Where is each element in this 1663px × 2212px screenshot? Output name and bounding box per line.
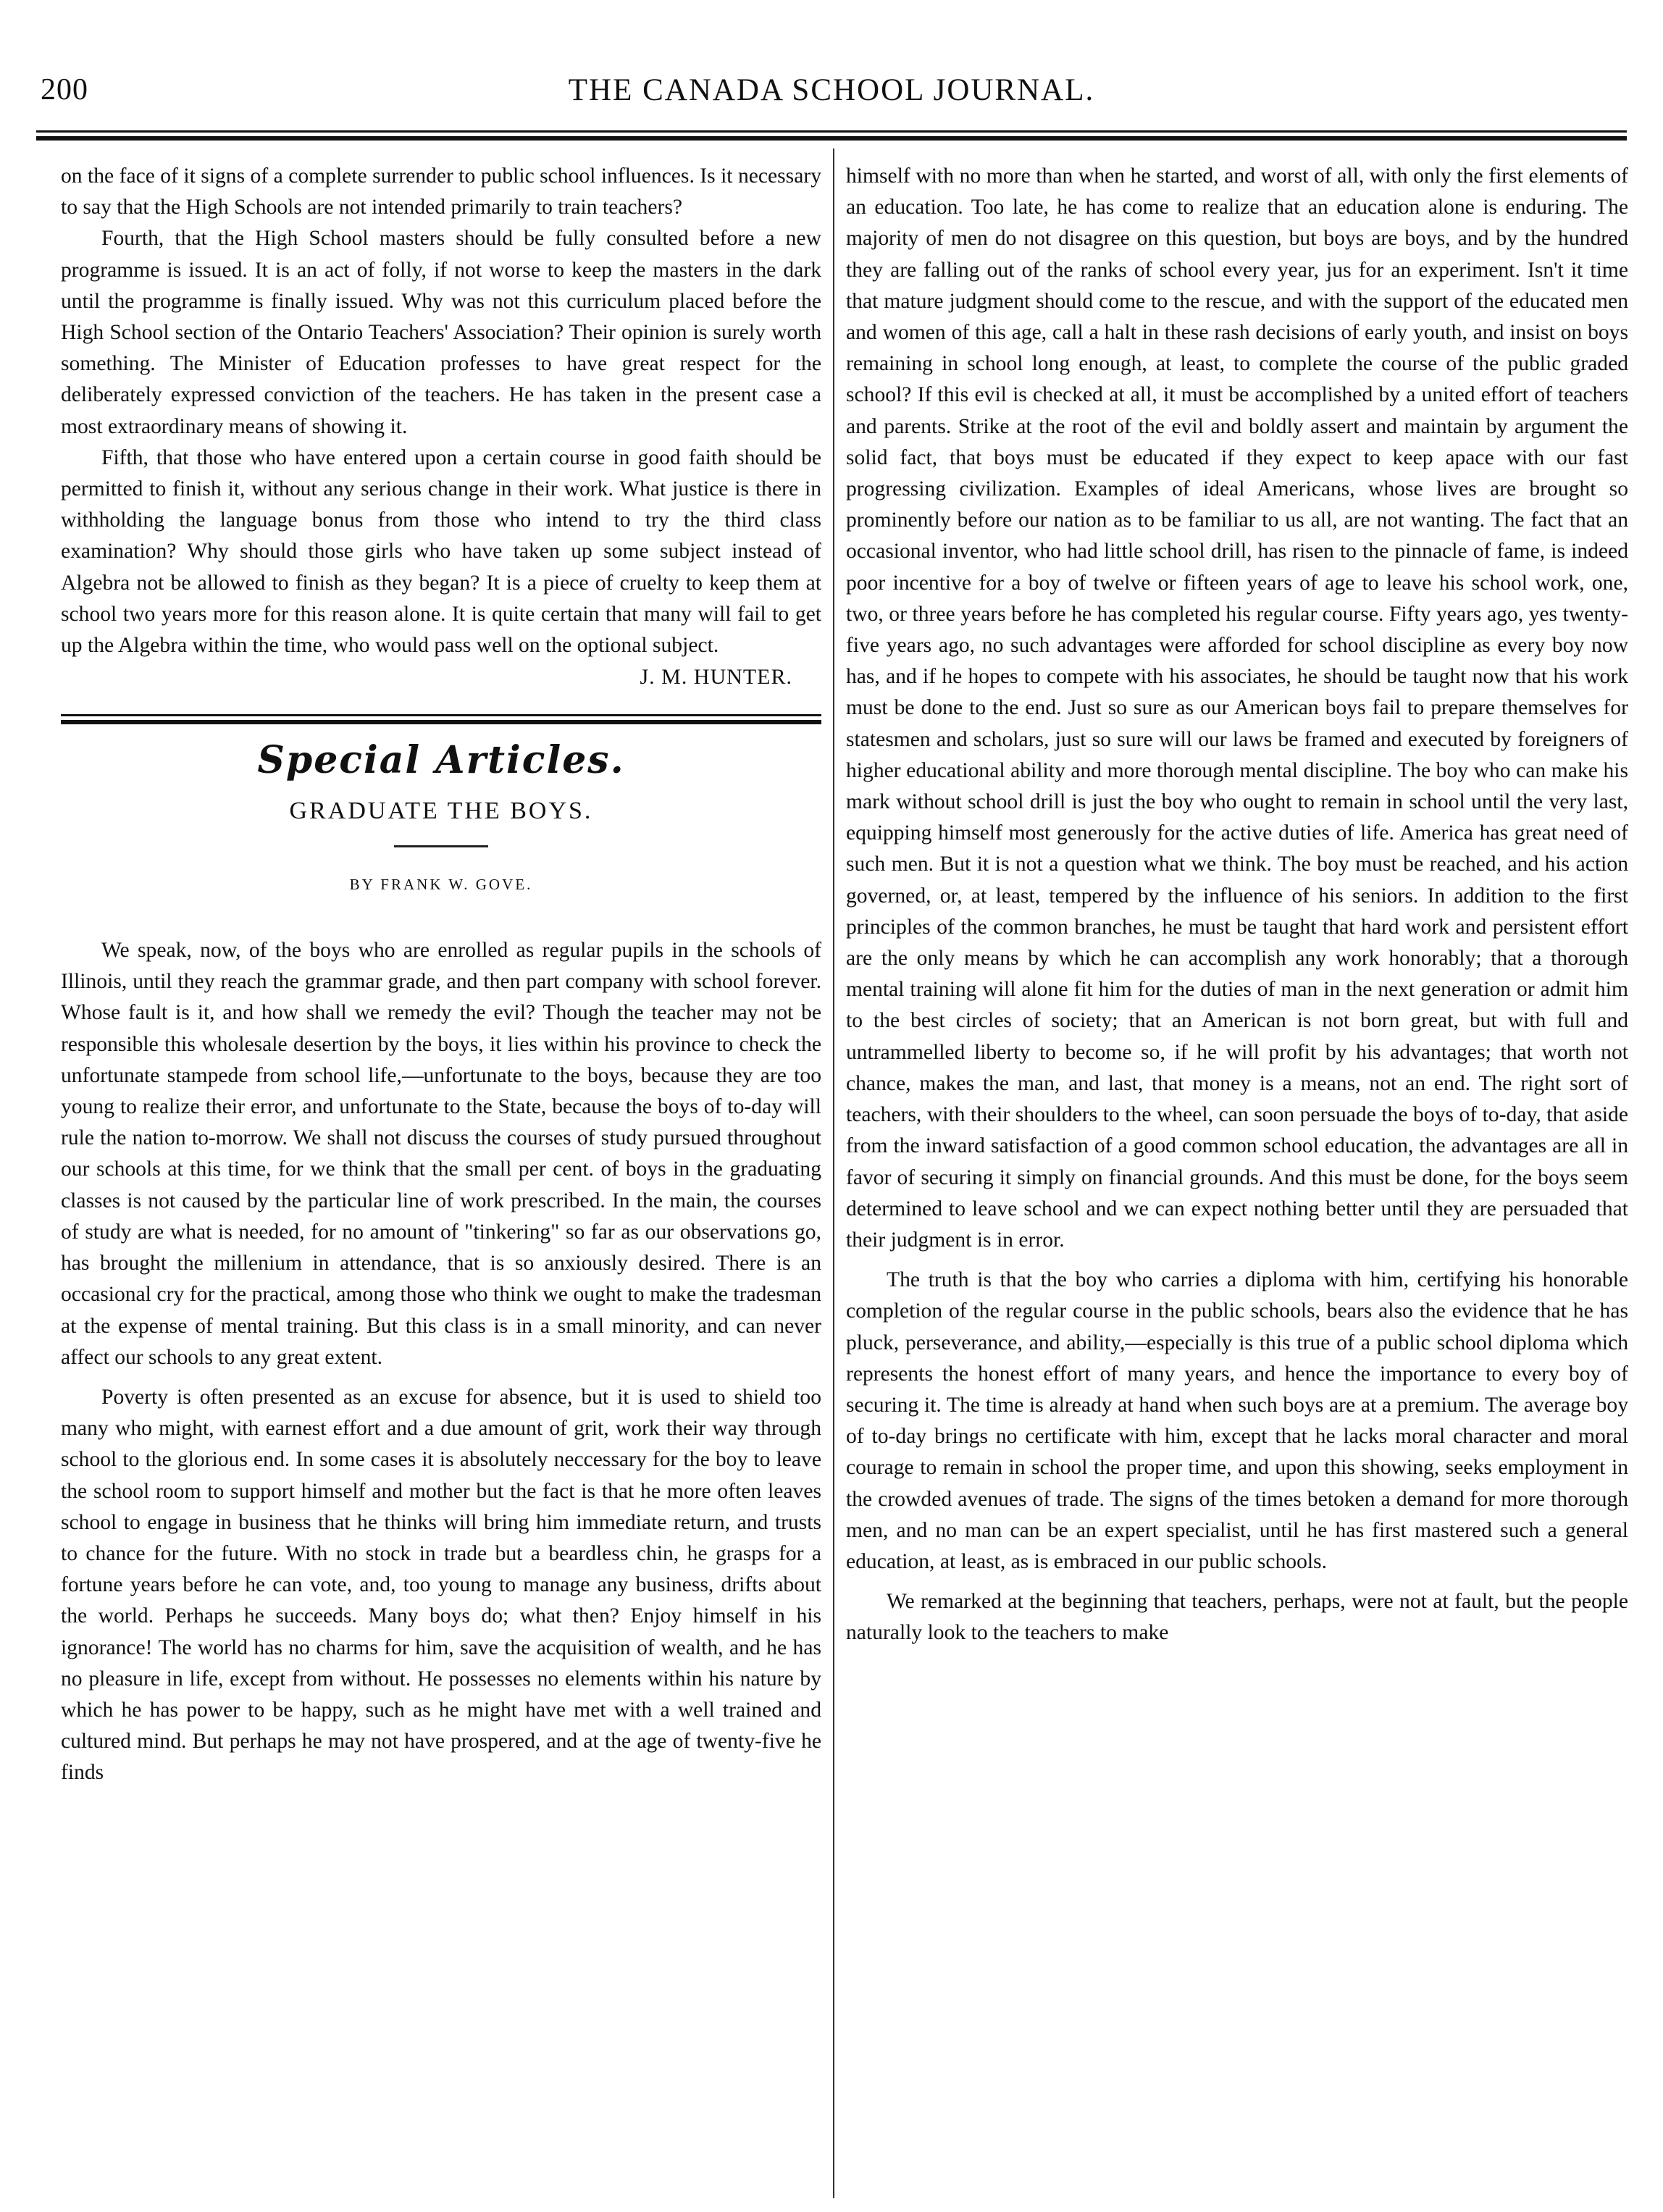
header-rule-thin	[36, 130, 1627, 133]
section-rule-thick	[61, 720, 821, 724]
article-paragraph: We speak, now, of the boys who are enrolled as regular pupils in the schools of Illinois, until they reach the grammar grade, and then part company with school forever. Whose fault is it, and how shall we remedy the evil? Though the teacher may not be responsible this wholesale desertion by the boys, it lies within his province to check the unfortunate stampede from school life,—unfortunate to the boys, because they are too young to realize their error, and unfortunate to the State, because the boys of to-day will rule the nation to-morrow. We shall not discuss the courses of study pursued throughout our schools at this time, for we think that the small per cent. of boys in the graduating classes is not caused by the particular line of work prescribed. In the main, the courses of study are what is needed, for no amount of "tinkering" so far as our observations go, has brought the millenium in attendance, that is so anxiously desired. There is an occasional cry for the practical, among those who think we ought to make the tradesman at the expense of mental training. But this class is in a small minority, and can never affect our schools to any great extent.	[61, 939, 821, 1369]
section-rule-thin	[61, 714, 821, 716]
article-title: GRADUATE THE BOYS.	[289, 797, 593, 824]
journal-title: THE CANADA SCHOOL JOURNAL.	[568, 73, 1095, 107]
article-byline: BY FRANK W. GOVE.	[349, 875, 533, 893]
continued-paragraph: on the face of it signs of a complete surrender to public school influences. Is it necessary to say that the High Schools are not intended primarily to train teachers?	[61, 164, 821, 219]
article-paragraph: The truth is that the boy who carries a diploma with him, certifying his honorable completion of the regular course in the public schools, bears also the evidence that he has pluck, perseverance, and ability,—especially is this true of a public school diploma which represents the honest effort of many years, and hence the importance to every boy of securing it. The time is already at hand when such boys are at a premium. The average boy of to-day brings no certificate with him, except that he lacks moral character and moral courage to remain in school the proper time, and upon this showing, seeks employment in the crowded avenues of trade. The signs of the times betoken a demand for more thorough men, and no man can be an expert specialist, until he has first mastered such a general education, at least, as is embraced in our public schools.	[846, 1268, 1628, 1573]
title-rule	[394, 845, 488, 847]
page-header	[36, 72, 1627, 116]
paragraph-fourth: Fourth, that the High School masters should be fully consulted before a new programme is issued. It is an act of folly, if not worse to keep the masters in the dark until the programme is finally issued. Why was not this curriculum placed before the High School section of the Ontario Teachers' Association? Their opinion is surely worth something. The Minister of Education professes to have great respect for the deliberately expressed conviction of the teachers. He has taken in the present case a most extraordinary means of showing it.	[61, 227, 821, 438]
section-heading: Special Articles.	[257, 738, 625, 783]
article-paragraph: We remarked at the beginning that teachers, perhaps, were not at fault, but the people naturally look to the teachers to make	[846, 1590, 1628, 1645]
paragraph-fifth: Fifth, that those who have entered upon a certain course in good faith should be permitted to finish it, without any serious change in their work. What justice is there in withholding the language bonus from those who intend to try the third class examination? Why should those girls who have taken up some subject instead of Algebra not be allowed to finish as they began? It is a piece of cruelty to keep them at school two years more for this reason alone. It is quite certain that many will fail to get up the Algebra within the time, who would pass well on the optional subject.	[61, 445, 821, 658]
article-paragraph: himself with no more than when he started, and worst of all, with only the first elements of an education. Too late, he has come to realize that an education alone is enduring. The majority of men do not disagree on this question, but boys are boys, and by the hundred they are falling out of the ranks of school every year, jus for an experiment. Isn't it time that mature judgment should come to the rescue, and with the support of the educated men and women of this age, call a halt in these rash decisions of early youth, and insist on boys remaining in school long enough, at least, to complete the course of the public graded school? If this evil is checked at all, it must be accomplished by a united effort of teachers and parents. Strike at the root of the evil and boldly assert and maintain by argument the solid fact, that boys must be educated if they expect to keep apace with our fast progressing civilization. Examples of ideal Americans, whose lives are brought so prominently before our nation as to be familiar to us all, are not wanting. The fact that an occasional inventor, who had little school drill, has risen to the pinnacle of fame, is indeed poor incentive for a boy of twelve or fifteen years of age to leave his school work, one, two, or three years before he has completed his regular course. Fifty years ago, yes twenty-five years ago, no such advantages were afforded for school discipline as every boy now has, and if he hopes to compete with his associates, he should be taught now that his work must be done to the end. Just so sure as our American boys fail to prepare themselves for statesmen and scholars, just so sure will our laws be framed and executed by foreigners of higher educational ability and more thorough mental discipline. The boy who can make his mark without school drill is just the boy who ought to remain in school until the very last, equipping himself most generously for the active duties of life. America has great need of such men. But it is not a question what we think. The boy must be reached, and his action governed, or, at least, tempered by the influence of his seniors. In addition to the first principles of the common branches, he must be taught that hard work and persistent effort are the only means by which he can accomplish any work honorably; that a thorough mental training will alone fit him for the duties of man in the next generation or admit him to the best circles of society; that an American is not born great, but with full and untrammelled liberty to become so, if he will profit by his advantages; that worth not chance, makes the man, and last, that money is a means, not an end. The right sort of teachers, with their shoulders to the wheel, can soon persuade the boys of to-day, that aside from the inward satisfaction of a good common school education, the advantages are all in favor of securing it simply on financial grounds. And this must be done, for the boys seem determined to leave school and we can expect nothing better until they are persuaded that their judgment is in error.	[846, 164, 1628, 1252]
author-signature: J. M. HUNTER.	[640, 665, 792, 690]
right-column	[846, 161, 1628, 1649]
header-rule-thick	[36, 136, 1627, 141]
article-paragraph: Poverty is often presented as an excuse for absence, but it is used to shield too many who might, with earnest effort and a due amount of grit, work their way through school to the glorious end. In some cases it is absolutely neccessary for the boy to leave the school room to support himself and mother but the fact is that he more often leaves school to engage in business that he thinks will bring him immediate return, and trusts to chance for the future. With no stock in trade but a beardless chin, he grasps for a fortune years before he can vote, and, too young to manage any business, drifts about the world. Perhaps he succeeds. Many boys do; what then? Enjoy himself in his ignorance! The world has no charms for him, save the acquisition of wealth, and he has no pleasure in life, except from without. He possesses no elements within his nature by which he has power to be happy, such as he might have met with a well trained and cultured mind. But perhaps he may not have prospered, and at the age of twenty-five he finds	[61, 1385, 821, 1785]
left-column	[61, 161, 821, 1789]
page-number: 200	[41, 73, 88, 106]
column-divider	[833, 148, 834, 2198]
